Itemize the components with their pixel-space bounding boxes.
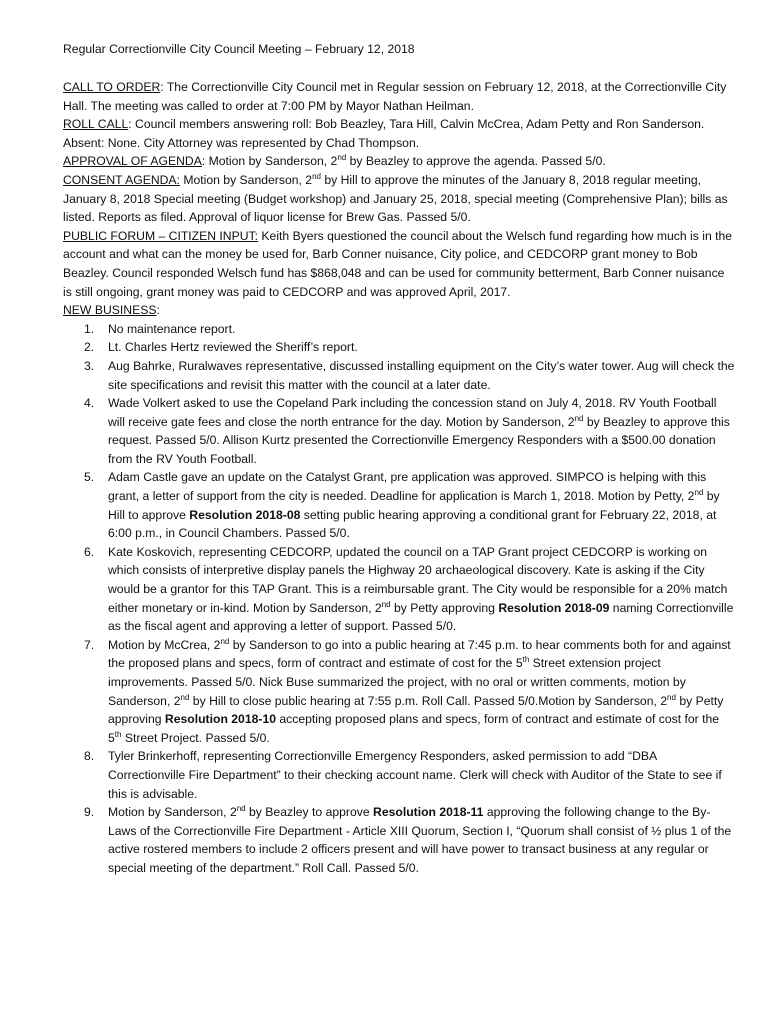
list-item-text: Motion by Sanderson, 2 xyxy=(108,805,237,820)
new-business-heading-line xyxy=(63,301,735,320)
list-item-text: Wade Volkert asked to use the Copeland Park including the concession stand on July 4, 2018. RV Youth Football will receive gate fees and close the north entrance for the day. Motion by Sanderson, 2 xyxy=(108,396,717,429)
resolution-number: Resolution 2018-09 xyxy=(498,600,610,615)
resolution-number: Resolution 2018-11 xyxy=(373,805,484,820)
list-item-text: approving the following change to the By-Laws of the Correctionville Fire Department - Article XIII Quorum, Section I, “Quorum shall consist of ½ plus 1 of the active rostered members to include 2 officers present and will have power to transact business at any regular or special meeting of the department.” Roll Call. Passed 5/0. xyxy=(108,805,732,875)
list-item-text: Motion by McCrea, 2 xyxy=(108,637,221,652)
list-item xyxy=(63,338,735,357)
list-item-number: 6. xyxy=(84,544,95,559)
ordinal-suffix: nd xyxy=(220,636,230,646)
list-item-number: 4. xyxy=(84,396,95,411)
list-item-text: by Hill to close public hearing at 7:55 p.m. Roll Call. Passed 5/0.Motion by Sanderson, 2 xyxy=(189,693,668,708)
list-item xyxy=(63,543,735,636)
call-to-order-heading: CALL TO ORDER xyxy=(63,80,161,94)
list-item-text: Aug Bahrke, Ruralwaves representative, discussed installing equipment on the City’s water tower. Aug will check the site specifications and revisit this matter with the council at a later date. xyxy=(108,358,735,392)
public-forum-heading: PUBLIC FORUM – CITIZEN INPUT: xyxy=(63,228,259,243)
call-to-order-paragraph xyxy=(63,78,735,115)
list-item-number: 8. xyxy=(84,749,95,764)
list-item-text: No maintenance report. xyxy=(108,321,236,336)
list-item xyxy=(63,357,735,394)
consent-agenda-text: Motion by Sanderson, 2 xyxy=(179,172,313,187)
ordinal-suffix: nd xyxy=(337,153,347,163)
call-to-order-text: : The Correctionville City Council met in Regular session on February 12, 2018, at the Correctionville City Hall. The meeting was called to order at 7:00 PM by Mayor Nathan Heilman. xyxy=(63,80,727,113)
approval-agenda-heading: APPROVAL OF AGENDA xyxy=(63,154,202,169)
approval-agenda-text-2: by Beazley to approve the agenda. Passed 5/0. xyxy=(346,154,606,169)
list-item-number: 5. xyxy=(84,470,95,485)
public-forum-paragraph xyxy=(63,227,735,301)
ordinal-suffix: nd xyxy=(694,488,704,497)
page-title: Regular Correctionville City Council Meeting – February 12, 2018 xyxy=(63,42,415,56)
list-item xyxy=(63,636,735,748)
list-item xyxy=(63,320,735,339)
list-item-number: 3. xyxy=(84,358,95,373)
list-item xyxy=(63,394,735,468)
ordinal-suffix: nd xyxy=(381,599,391,609)
ordinal-suffix: th xyxy=(114,729,122,739)
list-item-text: Street extension project improvements. Passed 5/0. Nick Buse summarized the project, with no oral or written comments, motion by Sanderson, 2 xyxy=(108,656,686,708)
list-item-text: setting public hearing approving a conditional grant for February 22, 2018, at 6:00 p.m., in Council Chambers. Passed 5/0. xyxy=(108,507,717,541)
approval-agenda-paragraph xyxy=(63,152,735,171)
ordinal-suffix: th xyxy=(522,655,530,665)
roll-call-paragraph xyxy=(63,115,735,152)
list-item-number: 9. xyxy=(84,805,95,820)
ordinal-suffix: nd xyxy=(574,413,584,423)
list-item-text: by Sanderson to go into a public hearing at 7:45 p.m. to hear comments both for and against the proposed plans and specs, form of contract and estimate of cost for the 5 xyxy=(108,637,731,671)
resolution-number: Resolution 2018-10 xyxy=(164,712,277,727)
list-item-number: 7. xyxy=(84,637,95,652)
list-item-text: by Petty approving xyxy=(390,600,499,615)
list-item-text: by Hill to approve xyxy=(108,489,720,522)
new-business-list xyxy=(63,320,735,878)
ordinal-suffix: nd xyxy=(236,804,246,814)
list-item-number: 1. xyxy=(84,321,95,336)
ordinal-suffix: nd xyxy=(667,692,676,702)
list-item-text: Adam Castle gave an update on the Catalyst Grant, pre application was approved. SIMPCO is helping with this grant, a letter of support from the city is needed. Deadline for application is March 1, 2018. Motion by Petty, 2 xyxy=(108,470,707,504)
resolution-number: Resolution 2018-08 xyxy=(189,507,301,522)
list-item-text: Lt. Charles Hertz reviewed the Sheriff’s report. xyxy=(108,340,358,355)
consent-agenda-paragraph xyxy=(63,171,735,227)
list-item-text: accepting proposed plans and specs, form of contract and estimate of cost for the 5 xyxy=(108,712,720,745)
list-item-text: Tyler Brinkerhoff, representing Correctionville Emergency Responders, asked permission to add “DBA Correctionville Fire Department” to their checking account name. Clerk will check with Auditor of the State to see if this is advisable. xyxy=(108,749,722,801)
list-item xyxy=(63,803,735,877)
consent-agenda-heading: CONSENT AGENDA: xyxy=(63,172,180,187)
roll-call-heading: ROLL CALL xyxy=(63,117,129,132)
approval-agenda-text: : Motion by Sanderson, 2 xyxy=(201,154,338,169)
list-item-text: naming Correctionville as the fiscal agent and approving a letter of support. Passed 5/0. xyxy=(108,600,734,634)
ordinal-suffix: nd xyxy=(180,692,190,702)
list-item xyxy=(63,468,735,542)
list-item-number: 2. xyxy=(84,340,95,355)
public-forum-text: Keith Byers questioned the council about the Welsch fund regarding how much is in the account and what can the money be used for, Barb Conner nuisance, City police, and CEDCORP grant money to Bob Beazley. Council responded Welsch fund has $868,048 and can be used for community betterment, Barb Conner nuisance is still ongoing, grant money was paid to CEDCORP and was approved April, 2017. xyxy=(63,228,733,299)
list-item-text: Kate Koskovich, representing CEDCORP, updated the council on a TAP Grant project CEDCORP is working on which consists of interpretive display panels the Highway 20 archaeological discovery. Kate is asking if the City would be a grantor for this TAP Grant. This is a reimbursable grant. The City would be responsible for a 20% match either monetary or in-kind. Motion by Sanderson, 2 xyxy=(108,544,728,615)
list-item-text: by Petty approving xyxy=(108,693,724,727)
ordinal-suffix: nd xyxy=(312,171,321,181)
list-item-text: by Beazley to approve this request. Passed 5/0. Allison Kurtz presented the Correctionville Emergency Responders with a $500.00 donation from the RV Youth Football. xyxy=(108,414,730,466)
list-item-text: by Beazley to approve xyxy=(245,805,374,820)
list-item xyxy=(63,747,735,803)
roll-call-text: : Council members answering roll: Bob Beazley, Tara Hill, Calvin McCrea, Adam Petty and Ron Sanderson. Absent: None. City Attorney was represented by Chad Thompson. xyxy=(63,117,705,150)
new-business-colon: : xyxy=(156,303,160,318)
list-item-text: Street Project. Passed 5/0. xyxy=(121,730,270,745)
consent-agenda-text-2: by Hill to approve the minutes of the January 8, 2018 regular meeting, January 8, 2018 Special meeting (Budget workshop) and January 25, 2018, special meeting (Comprehensive Plan); bills as listed. Reports as filed. Approval of liquor license for Brew Gas. Passed 5/0. xyxy=(63,172,728,225)
minutes-body xyxy=(63,78,735,878)
new-business-heading: NEW BUSINESS xyxy=(63,303,157,318)
